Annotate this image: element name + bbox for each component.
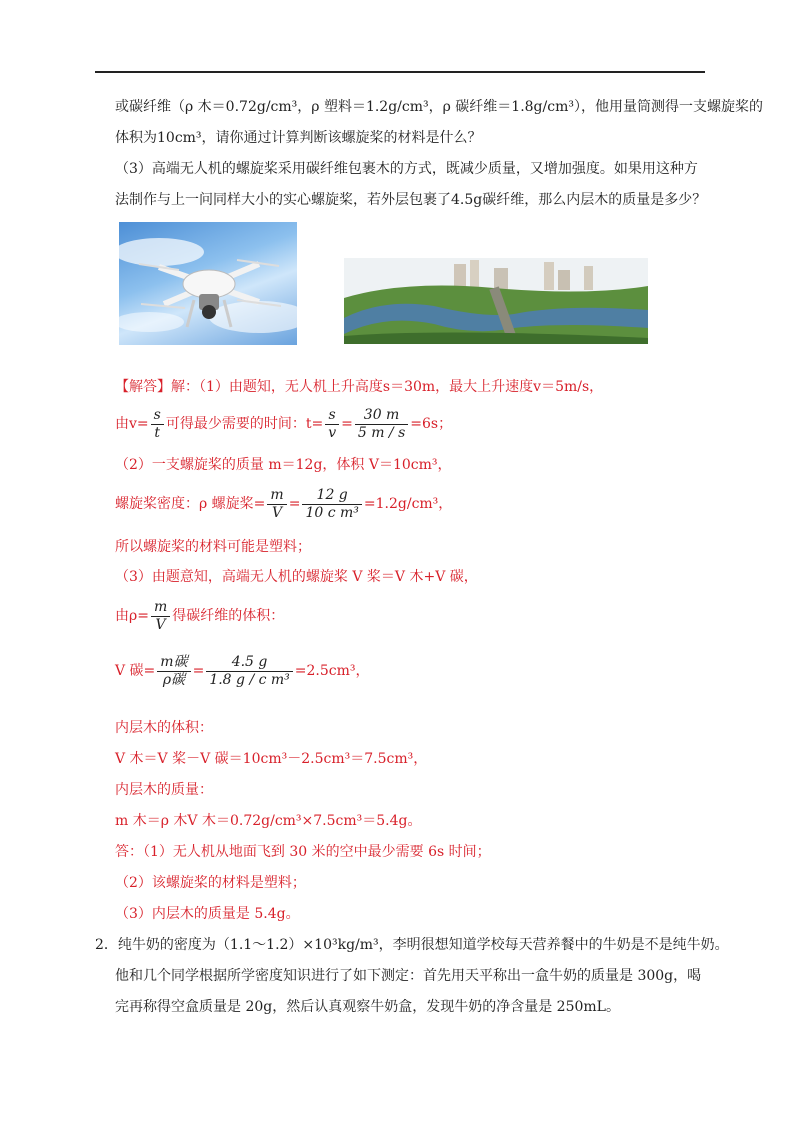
answer-line1: 【解答】解：（1）由题知，无人机上升高度s＝30m，最大上升速度v＝5m/s， <box>115 379 604 395</box>
answer-line13: 答：（1）无人机从地面飞到 30 米的空中最少需要 6s 时间； <box>115 844 491 860</box>
q1-line4: 法制作与上一问同样大小的实心螺旋桨，若外层包裹了4.5g碳纤维，那么内层木的质量是多少？ <box>115 192 707 208</box>
fraction-s-over-v: $\frac{s}{v}$ <box>325 407 339 442</box>
answer-line3: （2）一支螺旋桨的质量 m＝12g，体积 V＝10cm³， <box>115 457 452 473</box>
answer-line9: 内层木的体积： <box>115 720 213 736</box>
answer-line2: 由v= $\frac{s}{t}$ 可得最少需要的时间：t= $\frac{s}{v}$ = $\frac{30 m}{5 m / s}$ =6s； <box>115 406 453 441</box>
river-city-photo <box>344 258 648 344</box>
answer-line10: V 木＝V 桨－V 碳＝10cm³－2.5cm³＝7.5cm³， <box>115 751 428 767</box>
answer-line4: 螺旋桨密度：ρ 螺旋桨= $\frac{m}{V}$ = $\frac{12 g}{\text{10 c m³}}$ =1.2g/cm³， <box>115 486 453 521</box>
q2-line1: 2．纯牛奶的密度为（1.1～1.2）×10³kg/m³，李明很想知道学校每天营养餐中的牛奶是不是纯牛奶。 <box>95 937 729 953</box>
answer-line5: 所以螺旋桨的材料可能是塑料； <box>115 539 311 555</box>
fraction-mc-over-rhoc: $\frac{\text{m碳}}{\text{ρ碳}}$ <box>157 654 190 689</box>
q2-line3: 完再称得空盒质量是 20g，然后认真观察牛奶盒，发现牛奶的净含量是 250mL。 <box>115 999 620 1015</box>
answer-line7: 由ρ= $\frac{m}{V}$ 得碳纤维的体积： <box>115 598 285 633</box>
header-rule <box>95 71 705 73</box>
answer-line12: m 木＝ρ 木V 木＝0.72g/cm³×7.5cm³＝5.4g。 <box>115 813 422 829</box>
answer-line6: （3）由题意知，高端无人机的螺旋桨 V 桨＝V 木+V 碳， <box>115 569 478 585</box>
answer-line15: （3）内层木的质量是 5.4g。 <box>115 906 300 922</box>
answer-line8: V 碳= $\frac{\text{m碳}}{\text{ρ碳}}$ = $\frac{4.5 g}{\text{1.8 g / c m³}}$ =2.5cm³， <box>115 653 370 688</box>
drone-photo <box>119 222 297 345</box>
fraction-m-over-v: $\frac{m}{V}$ <box>267 487 286 522</box>
q1-line3: （3）高端无人机的螺旋桨采用碳纤维包裹木的方式，既减少质量，又增加强度。如果用这种方 <box>115 161 698 177</box>
answer-line11: 内层木的质量： <box>115 782 213 798</box>
q1-line1: 或碳纤维（ρ 木＝0.72g/cm³，ρ 塑料＝1.2g/cm³，ρ 碳纤维＝1.8g/cm³），他用量筒测得一支螺旋桨的 <box>115 99 763 115</box>
fraction-45g-over-18: $\frac{4.5 g}{\text{1.8 g / c m³}}$ <box>206 654 292 689</box>
fraction-30m-over-5ms: $\frac{30 m}{5 m / s}$ <box>355 407 408 442</box>
answer-line14: （2）该螺旋桨的材料是塑料； <box>115 875 306 891</box>
q1-line2: 体积为10cm³，请你通过计算判断该螺旋桨的材料是什么？ <box>115 130 482 146</box>
fraction-12g-over-10cm3: $\frac{12 g}{\text{10 c m³}}$ <box>302 487 361 522</box>
q2-line2: 他和几个同学根据所学密度知识进行了如下测定：首先用天平称出一盒牛奶的质量是 300g，喝 <box>115 968 702 984</box>
fraction-s-over-t: $\frac{s}{t}$ <box>151 407 164 442</box>
fraction-rho-m-over-v: $\frac{m}{V}$ <box>151 599 170 634</box>
